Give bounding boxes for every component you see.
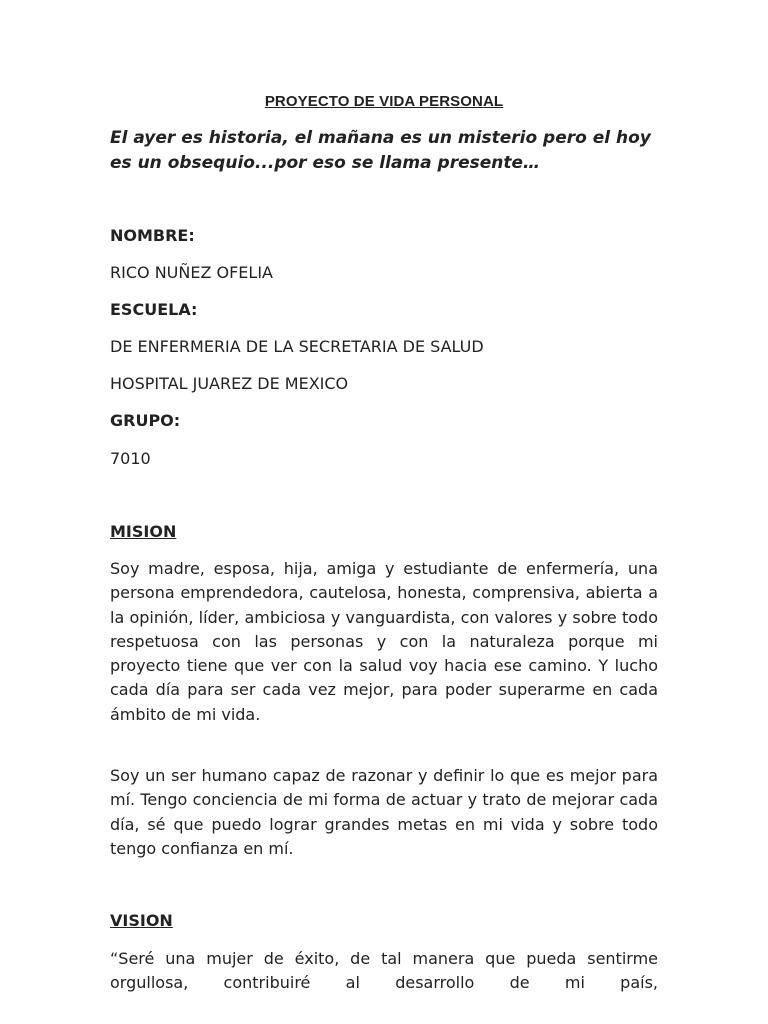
mision-paragraph-2: Soy un ser humano capaz de razonar y definir lo que es mejor para mí. Tengo conciencia de mi forma de actuar y trato de mejorar cada día, sé que puedo lograr grandes metas en mi vida y sobre todo tengo confianza en mí.: [110, 766, 658, 858]
opening-quote: El ayer es historia, el mañana es un misterio pero el hoy es un obsequio...por eso se llama presente…: [110, 128, 651, 173]
vision-heading: VISION: [110, 911, 173, 930]
escuela-line-2: HOSPITAL JUAREZ DE MEXICO: [110, 374, 349, 393]
mision-paragraph-1: Soy madre, esposa, hija, amiga y estudiante de enfermería, una persona emprendedora, cautelosa, honesta, comprensiva, abierta a la opinión, líder, ambiciosa y vanguardista, con valores y sobre todo respetuosa con las personas y con la naturaleza porque mi proyecto tiene que ver con la salud voy hacia ese camino. Y lucho cada día para ser cada vez mejor, para poder superarme en cada ámbito de mi vida.: [110, 559, 658, 724]
vision-paragraph-1: “Seré una mujer de éxito, de tal manera que pueda sentirme orgullosa, contribuiré al desarrollo de mi país,: [110, 949, 658, 993]
document-page: [110, 0, 658, 1024]
nombre-value: RICO NUÑEZ OFELIA: [110, 263, 273, 282]
grupo-value: 7010: [110, 449, 151, 468]
nombre-label: NOMBRE:: [110, 226, 195, 245]
grupo-label: GRUPO:: [110, 411, 181, 430]
escuela-line-1: DE ENFERMERIA DE LA SECRETARIA DE SALUD: [110, 337, 484, 356]
mision-heading: MISION: [110, 522, 177, 541]
document-title: PROYECTO DE VIDA PERSONAL: [264, 93, 504, 110]
escuela-label: ESCUELA:: [110, 300, 198, 319]
